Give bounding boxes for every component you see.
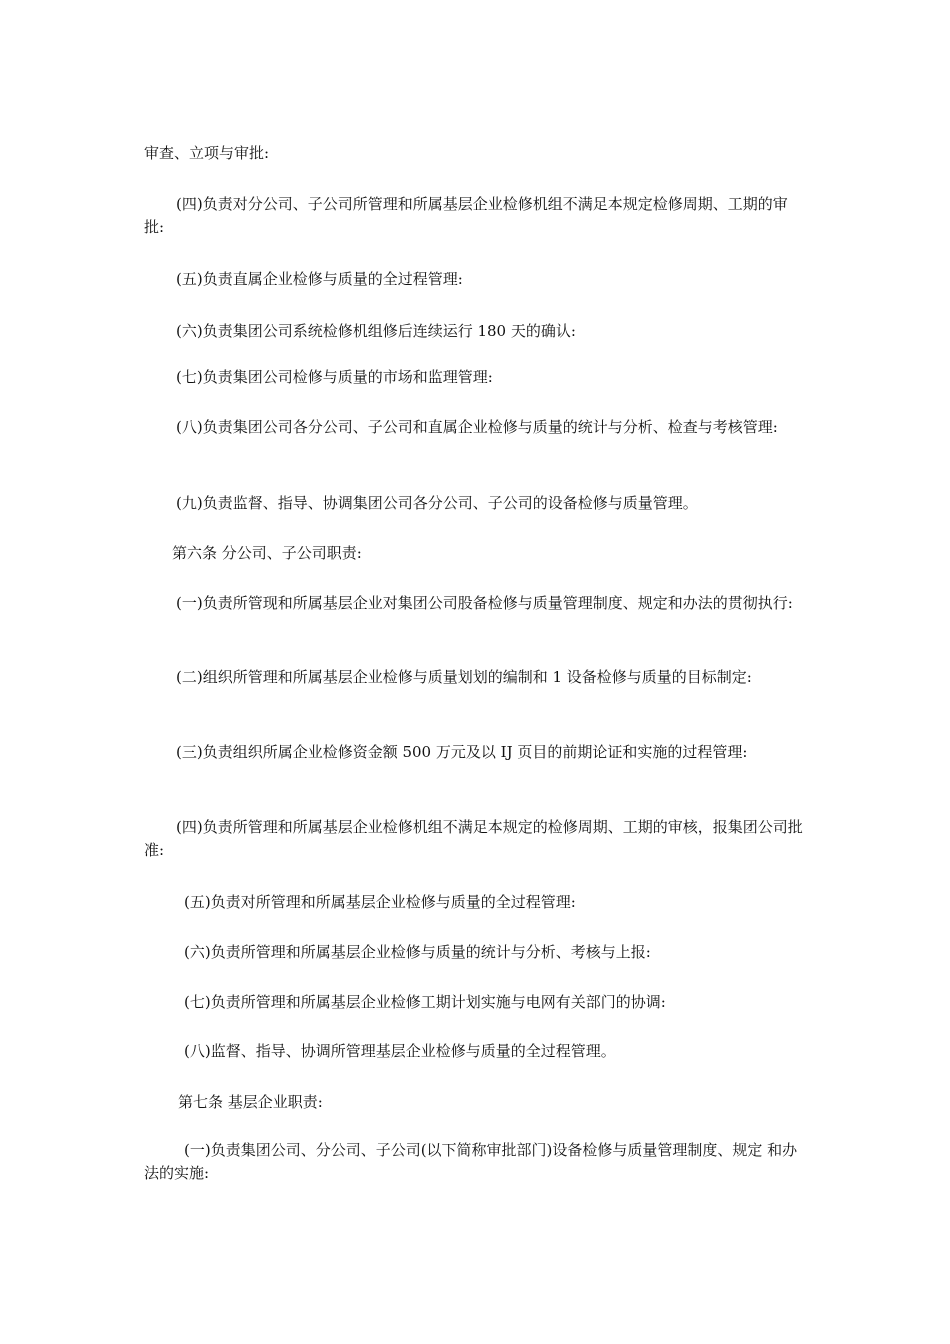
paragraph-14: (七)负责所管理和所属基层企业检修工期计划实施与电网有关部门的协调: (184, 993, 666, 1011)
article-7-heading: 第七条 基层企业职责: (178, 1093, 323, 1111)
paragraph-5: (八)负责集团公司各分公司、子公司和直属企业检修与质量的统计与分析、检查与考核管理: (176, 418, 778, 436)
paragraph-10: (三)负责组织所属企业检修资金额 500 万元及以 IJ 页目的前期论证和实施的过程管理: (176, 743, 748, 761)
paragraph-2: (五)负责直属企业检修与质量的全过程管理: (176, 270, 463, 288)
paragraph-1: (四)负责对分公司、子公司所管理和所属基层企业检修机组不满足本规定检修周期、工期的审批: (144, 195, 788, 236)
article-6-heading: 第六条 分公司、子公司职责: (172, 544, 362, 562)
paragraph-0: 审查、立项与审批: (144, 144, 270, 162)
paragraph-3: (六)负责集团公司系统检修机组修后连续运行 180 天的确认: (176, 322, 576, 340)
paragraph-13: (六)负责所管理和所属基层企业检修与质量的统计与分析、考核与上报: (184, 943, 651, 961)
paragraph-4: (七)负责集团公司检修与质量的市场和监理管理: (176, 368, 493, 386)
paragraph-12: (五)负责对所管理和所属基层企业检修与质量的全过程管理: (184, 893, 576, 911)
paragraph-6: (九)负责监督、指导、协调集团公司各分公司、子公司的设备检修与质量管理。 (176, 494, 698, 512)
paragraph-9: (二)组织所管理和所属基层企业检修与质量划划的编制和 1 设备检修与质量的目标制定: (176, 668, 752, 686)
paragraph-17: (一)负责集团公司、分公司、子公司(以下简称审批部门)设备检修与质量管理制度、规定 和办法的实施: (144, 1141, 798, 1182)
paragraph-8: (一)负责所管现和所属基层企业对集团公司股备检修与质量管理制度、规定和办法的贯彻执行: (176, 594, 793, 612)
paragraph-15: (八)监督、指导、协调所管理基层企业检修与质量的全过程管理。 (184, 1042, 616, 1060)
paragraph-11: (四)负责所管理和所属基层企业检修机组不满足本规定的检修周期、工期的审核，报集团公司批准: (144, 818, 803, 859)
